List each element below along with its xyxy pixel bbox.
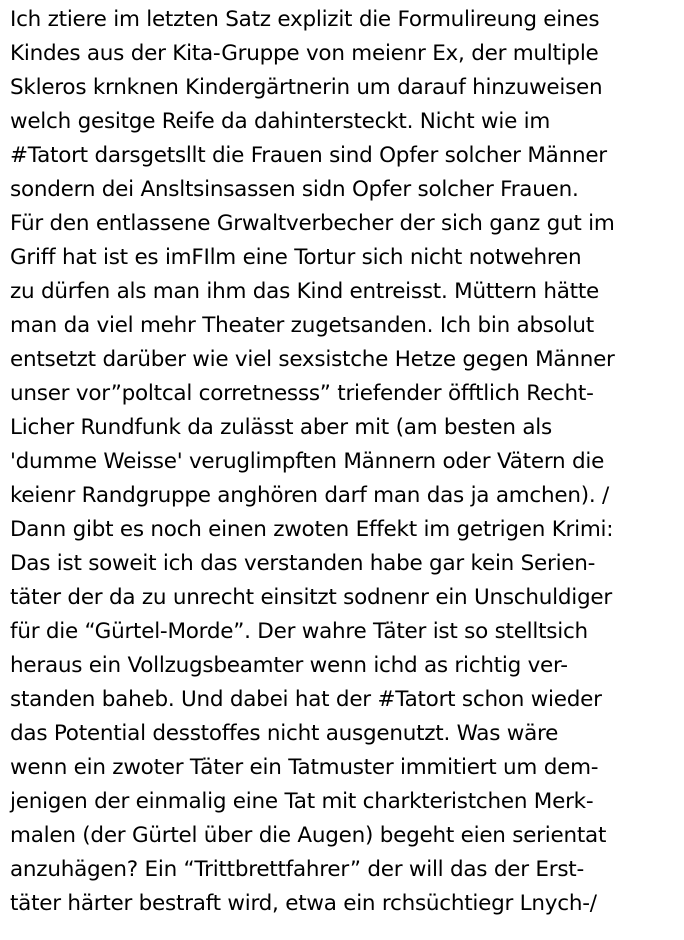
text-line: das Potential desstoffes nicht ausgenutzt. Was wäre	[10, 721, 559, 746]
text-line: täter härter bestraft wird, etwa ein rchsüchtiegr Lnych-/	[10, 891, 597, 916]
text-line: welch gesitge Reife da dahintersteckt. Nicht wie im	[10, 109, 551, 134]
text-line: für die “Gürtel-Morde”. Der wahre Täter ist so stelltsich	[10, 619, 588, 644]
text-line: Griff hat ist es imFIlm eine Tortur sich nicht notwehren	[10, 245, 582, 270]
text-line: malen (der Gürtel über die Augen) begeht eien serientat	[10, 823, 607, 848]
text-line: Licher Rundfunk da zulässt aber mit (am besten als	[10, 415, 552, 440]
text-line: zu dürfen als man ihm das Kind entreisst. Müttern hätte	[10, 279, 599, 304]
text-line: Ich ztiere im letzten Satz explizit die Formulireung eines	[10, 7, 600, 32]
text-line: anzuhägen? Ein “Trittbrettfahrer” der will das der Erst-	[10, 857, 584, 882]
text-line: wenn ein zwoter Täter ein Tatmuster immitiert um dem-	[10, 755, 599, 780]
text-line: Das ist soweit ich das verstanden habe gar kein Serien-	[10, 551, 596, 576]
text-line: keienr Randgruppe anghören darf man das ja amchen). /	[10, 483, 610, 508]
text-line: Dann gibt es noch einen zwoten Effekt im getrigen Krimi:	[10, 517, 614, 542]
text-line: entsetzt darüber wie viel sexsistche Hetze gegen Männer	[10, 347, 615, 372]
text-line: 'dumme Weisse' veruglimpften Männern oder Vätern die	[10, 449, 605, 474]
text-line: #Tatort darsgetsllt die Frauen sind Opfer solcher Männer	[10, 143, 607, 168]
text-line: Für den entlassene Grwaltverbecher der sich ganz gut im	[10, 211, 615, 236]
text-line: täter der da zu unrecht einsitzt sodnenr ein Unschuldiger	[10, 585, 612, 610]
text-line: heraus ein Vollzugsbeamter wenn ichd as richtig ver-	[10, 653, 568, 678]
text-line: unser vor”poltcal corretnesss” triefender öfftlich Recht-	[10, 381, 594, 406]
text-line: sondern dei Ansltsinsassen sidn Opfer solcher Frauen.	[10, 177, 579, 202]
text-line: man da viel mehr Theater zugetsanden. Ich bin absolut	[10, 313, 594, 338]
document-body	[10, 3, 680, 921]
text-line: jenigen der einmalig eine Tat mit charkteristchen Merk-	[10, 789, 594, 814]
text-line: Kindes aus der Kita-Gruppe von meienr Ex, der multiple	[10, 41, 599, 66]
text-line: Skleros krnknen Kindergärtnerin um darauf hinzuweisen	[10, 75, 603, 100]
text-line: standen baheb. Und dabei hat der #Tatort schon wieder	[10, 687, 602, 712]
